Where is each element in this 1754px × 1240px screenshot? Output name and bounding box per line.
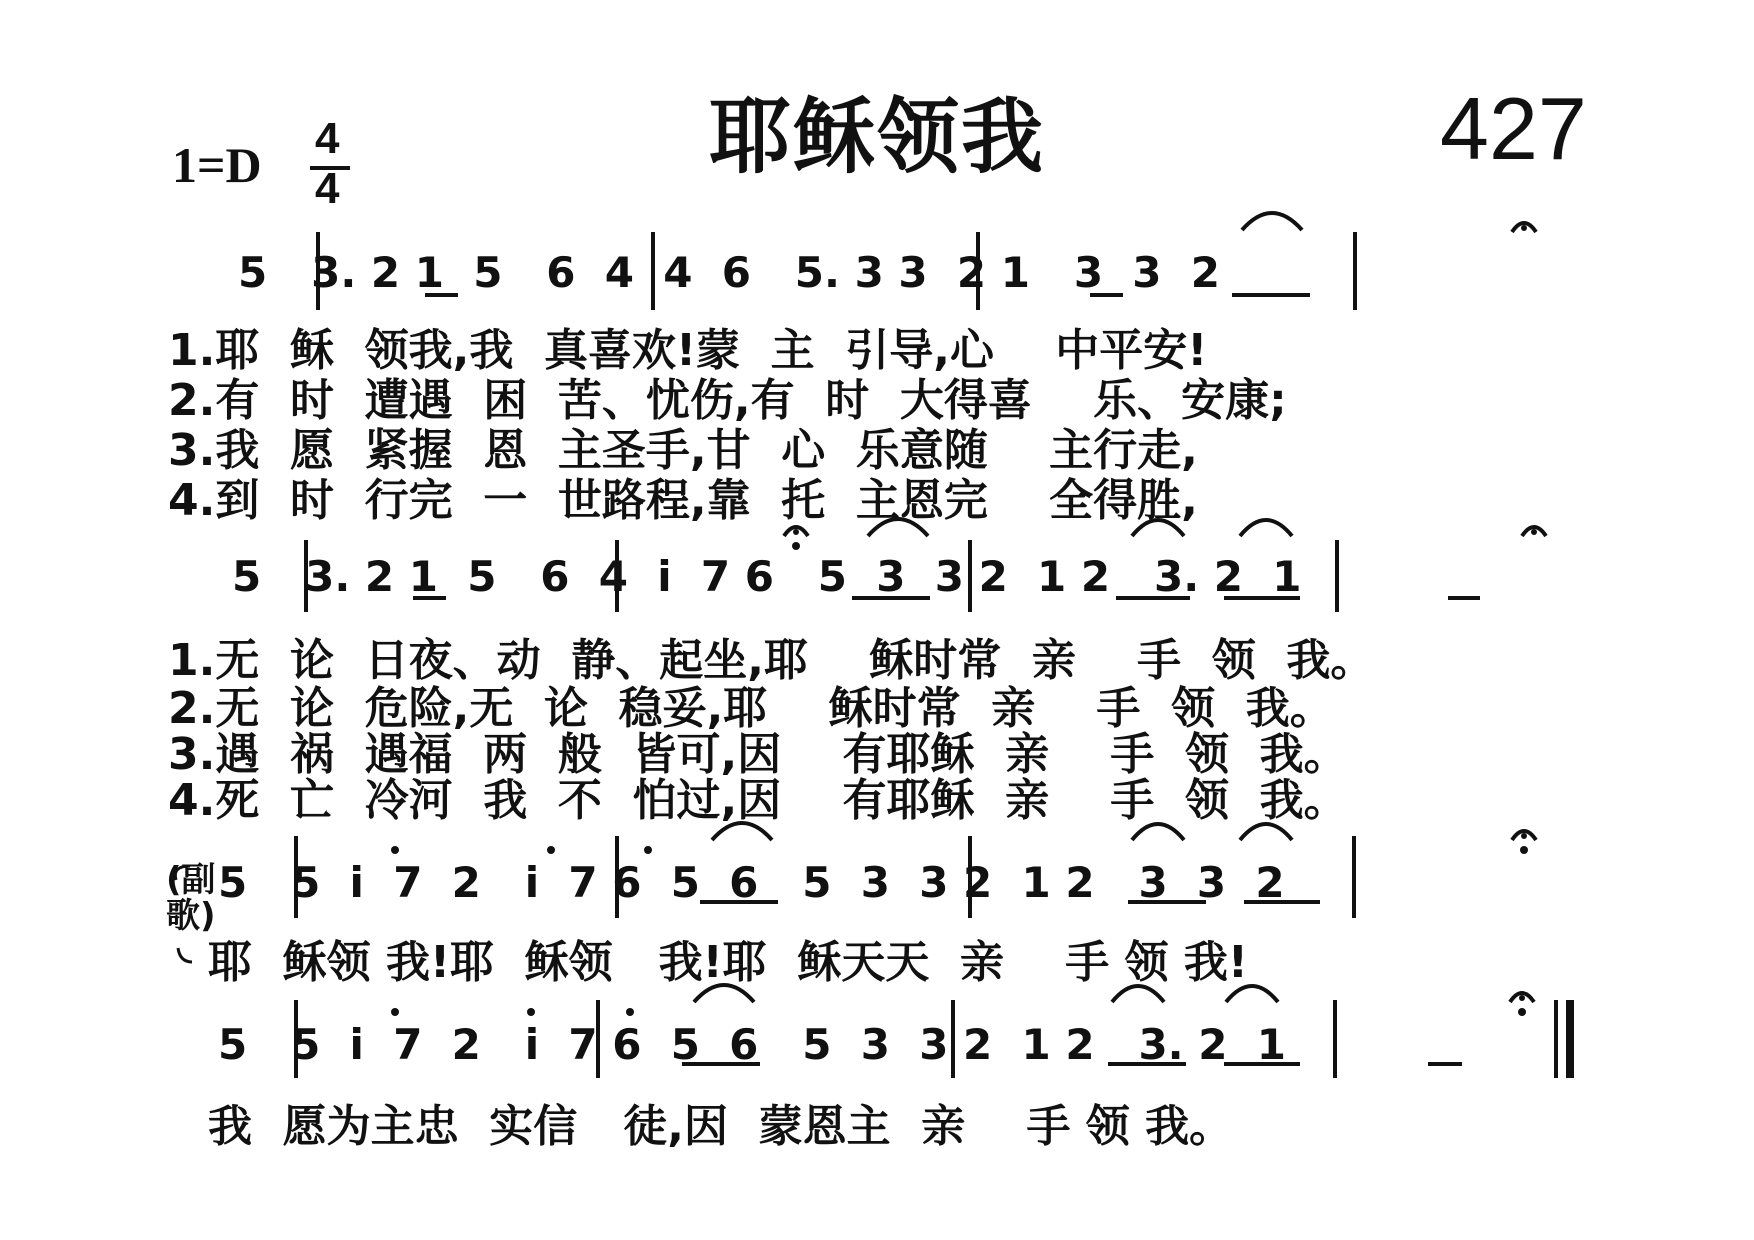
system-2-lyric-verse-2: 2.无 论 危险,无 论 稳妥,耶 稣时常 亲 手 领 我。: [168, 683, 1334, 734]
slur: [1112, 986, 1164, 1002]
chorus-label: (副歌): [166, 860, 216, 936]
octave-dot: [527, 1008, 535, 1016]
system-1-lyric-verse-3: 3.我 愿 紧握 恩 主圣手,甘 心 乐意随 主行走,: [168, 425, 1198, 476]
slur: [694, 985, 754, 1002]
octave-dot: [547, 846, 555, 854]
system-4-lyric: 我 愿为主忠 实信 徒,因 蒙恩主 亲 手 领 我。: [208, 1101, 1234, 1152]
fermata-dot: [1521, 833, 1527, 839]
system-3-lyric: 耶 稣领 我!耶 稣领 我!耶 稣天天 亲 手 领 我!: [208, 937, 1248, 988]
slur: [1226, 986, 1278, 1002]
time-signature-bottom: 4: [315, 164, 340, 213]
octave-dot: [1518, 1008, 1526, 1016]
fermata-dot: [1519, 995, 1525, 1001]
system-2-lyric-verse-4: 4.死 亡 冷河 我 不 怕过,因 有耶稣 亲 手 领 我。: [168, 775, 1348, 826]
slur: [1242, 213, 1302, 230]
system-1-notes: 5 3. 2 1 5 6 4 4 6 5. 3 3 2 1 3 3 2: [238, 248, 1220, 297]
fermata-dot: [1521, 225, 1527, 231]
system-3-notes: 5 5 i 7 2 i 7 6 5 6 5 3 3 2 1 2 3 3 2: [218, 858, 1285, 907]
system-1-lyric-verse-4: 4.到 时 行完 一 世路程,靠 托 主恩完 全得胜,: [168, 475, 1198, 526]
chorus-paren: [178, 948, 192, 962]
chorus-paren: [175, 866, 190, 880]
slur: [1240, 520, 1292, 536]
octave-dot: [391, 1008, 399, 1016]
hymn-number: 427: [1440, 79, 1587, 178]
octave-dot: [391, 846, 399, 854]
octave-dot: [644, 846, 652, 854]
fermata-dot: [1531, 529, 1537, 535]
slur: [712, 823, 772, 840]
slur: [1132, 520, 1184, 536]
fermata-dot: [793, 529, 799, 535]
system-1-lyric-verse-1: 1.耶 稣 领我,我 真喜欢!蒙 主 引导,心 中平安!: [168, 325, 1208, 376]
time-signature-top: 4: [315, 114, 340, 163]
slur: [1132, 824, 1184, 840]
system-1-lyric-verse-2: 2.有 时 遭遇 困 苦、忧伤,有 时 大得喜 乐、安康;: [168, 375, 1287, 426]
system-2-lyric-verse-3: 3.遇 祸 遇福 两 般 皆可,因 有耶稣 亲 手 领 我。: [168, 729, 1348, 780]
system-2-lyric-verse-1: 1.无 论 日夜、动 静、起坐,耶 稣时常 亲 手 领 我。: [168, 635, 1375, 686]
slur: [868, 519, 928, 536]
slur: [1240, 824, 1292, 840]
octave-dot: [1520, 846, 1528, 854]
key-signature: 1=D: [172, 137, 262, 193]
hymn-title: 耶稣领我: [708, 90, 1045, 185]
octave-dot: [792, 542, 800, 550]
system-4-notes: 5 5 i 7 2 i 7 6 5 6 5 3 3 2 1 2 3. 2 1: [218, 1020, 1286, 1069]
system-2-notes: 5 3. 2 1 5 6 4 i 7 6 5 3 3 2 1 2 3. 2 1: [232, 552, 1302, 601]
octave-dot: [626, 1008, 634, 1016]
